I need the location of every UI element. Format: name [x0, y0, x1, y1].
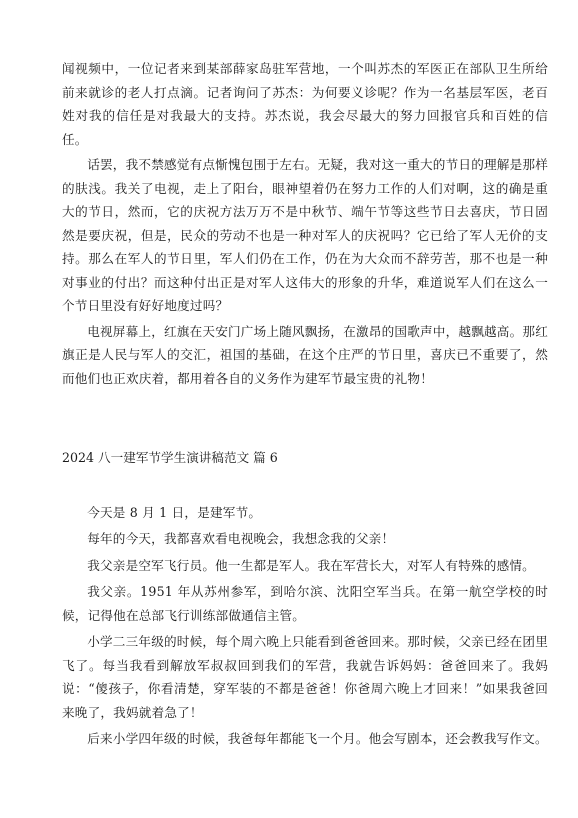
- paragraph-reflection: 话罢，我不禁感觉有点惭愧包围于左右。无疑，我对这一重大的节日的理解是那样的肤浅。我关了电视，走上了阳台，眼神望着仍在努力工作的人们对啊，这的确是重大的节日，然而，它的庆祝方法万万不是中秋节、端午节等这些节日去喜庆，节日固然是要庆祝，但是，民众的劳动不也是一种对军人的庆祝吗？它已给了军人无价的支持。那么在军人的节日里，军人们仍在工作，仍在为大众而不辞劳苦，那不也是一种对事业的付出？而这种付出正是对军人这伟大的形象的升华，难道说军人们在这么一个节日里没有好好地度过吗？: [62, 157, 548, 313]
- paragraph-childhood: 小学二三年级的时候，每个周六晚上只能看到爸爸回来。那时候，父亲已经在团里飞了。每当我看到解放军叔叔回到我们的军营，我就告诉妈妈：爸爸回来了。我妈说：“傻孩子，你看清楚，穿军装的不都是爸爸！你爸周六晚上才回来！”如果我爸回来晚了，我妈就着急了！: [62, 634, 548, 720]
- paragraph-later: 后来小学四年级的时候，我爸每年都能飞一个月。他会写剧本，还会教我写作文。: [87, 731, 548, 746]
- paragraph-father-history: 我父亲。1951 年从苏州参军，到哈尔滨、沈阳空军当兵。在第一航空学校的时候，记得他在总部飞行训练部做通信主管。: [62, 584, 548, 623]
- paragraph-tv-gala: 每年的今天，我都喜欢看电视晚会，我想念我的父亲！: [87, 531, 395, 546]
- paragraph-date: 今天是 8 月 1 日，是建军节。: [87, 504, 262, 520]
- section-heading: 2024 八一建军节学生演讲稿范文 篇 6: [62, 450, 278, 465]
- paragraph-continued: 闻视频中，一位记者来到某部薛家岛驻军营地，一个叫苏杰的军医正在部队卫生所给前来就诊的老人打点滴。记者询问了苏杰：为何要义诊呢？作为一名基层军医，老百姓对我的信任是对我最大的支持。苏杰说，我会尽最大的努力回报官兵和百姓的信任。: [62, 61, 548, 147]
- paragraph-father-pilot: 我父亲是空军飞行员。他一生都是军人。我在军营长大，对军人有特殊的感情。: [87, 557, 535, 573]
- document-page: [62, 0, 548, 751]
- paragraph-flag: 电视屏幕上，红旗在天安门广场上随风飘扬，在激昂的国歌声中，越飘越高。那红旗正是人民与军人的交汇，祖国的基础，在这个庄严的节日里，喜庆已不重要了，然而他们也正欢庆着，都用着各自的义务作为建军节最宝贵的礼物！: [62, 323, 548, 386]
